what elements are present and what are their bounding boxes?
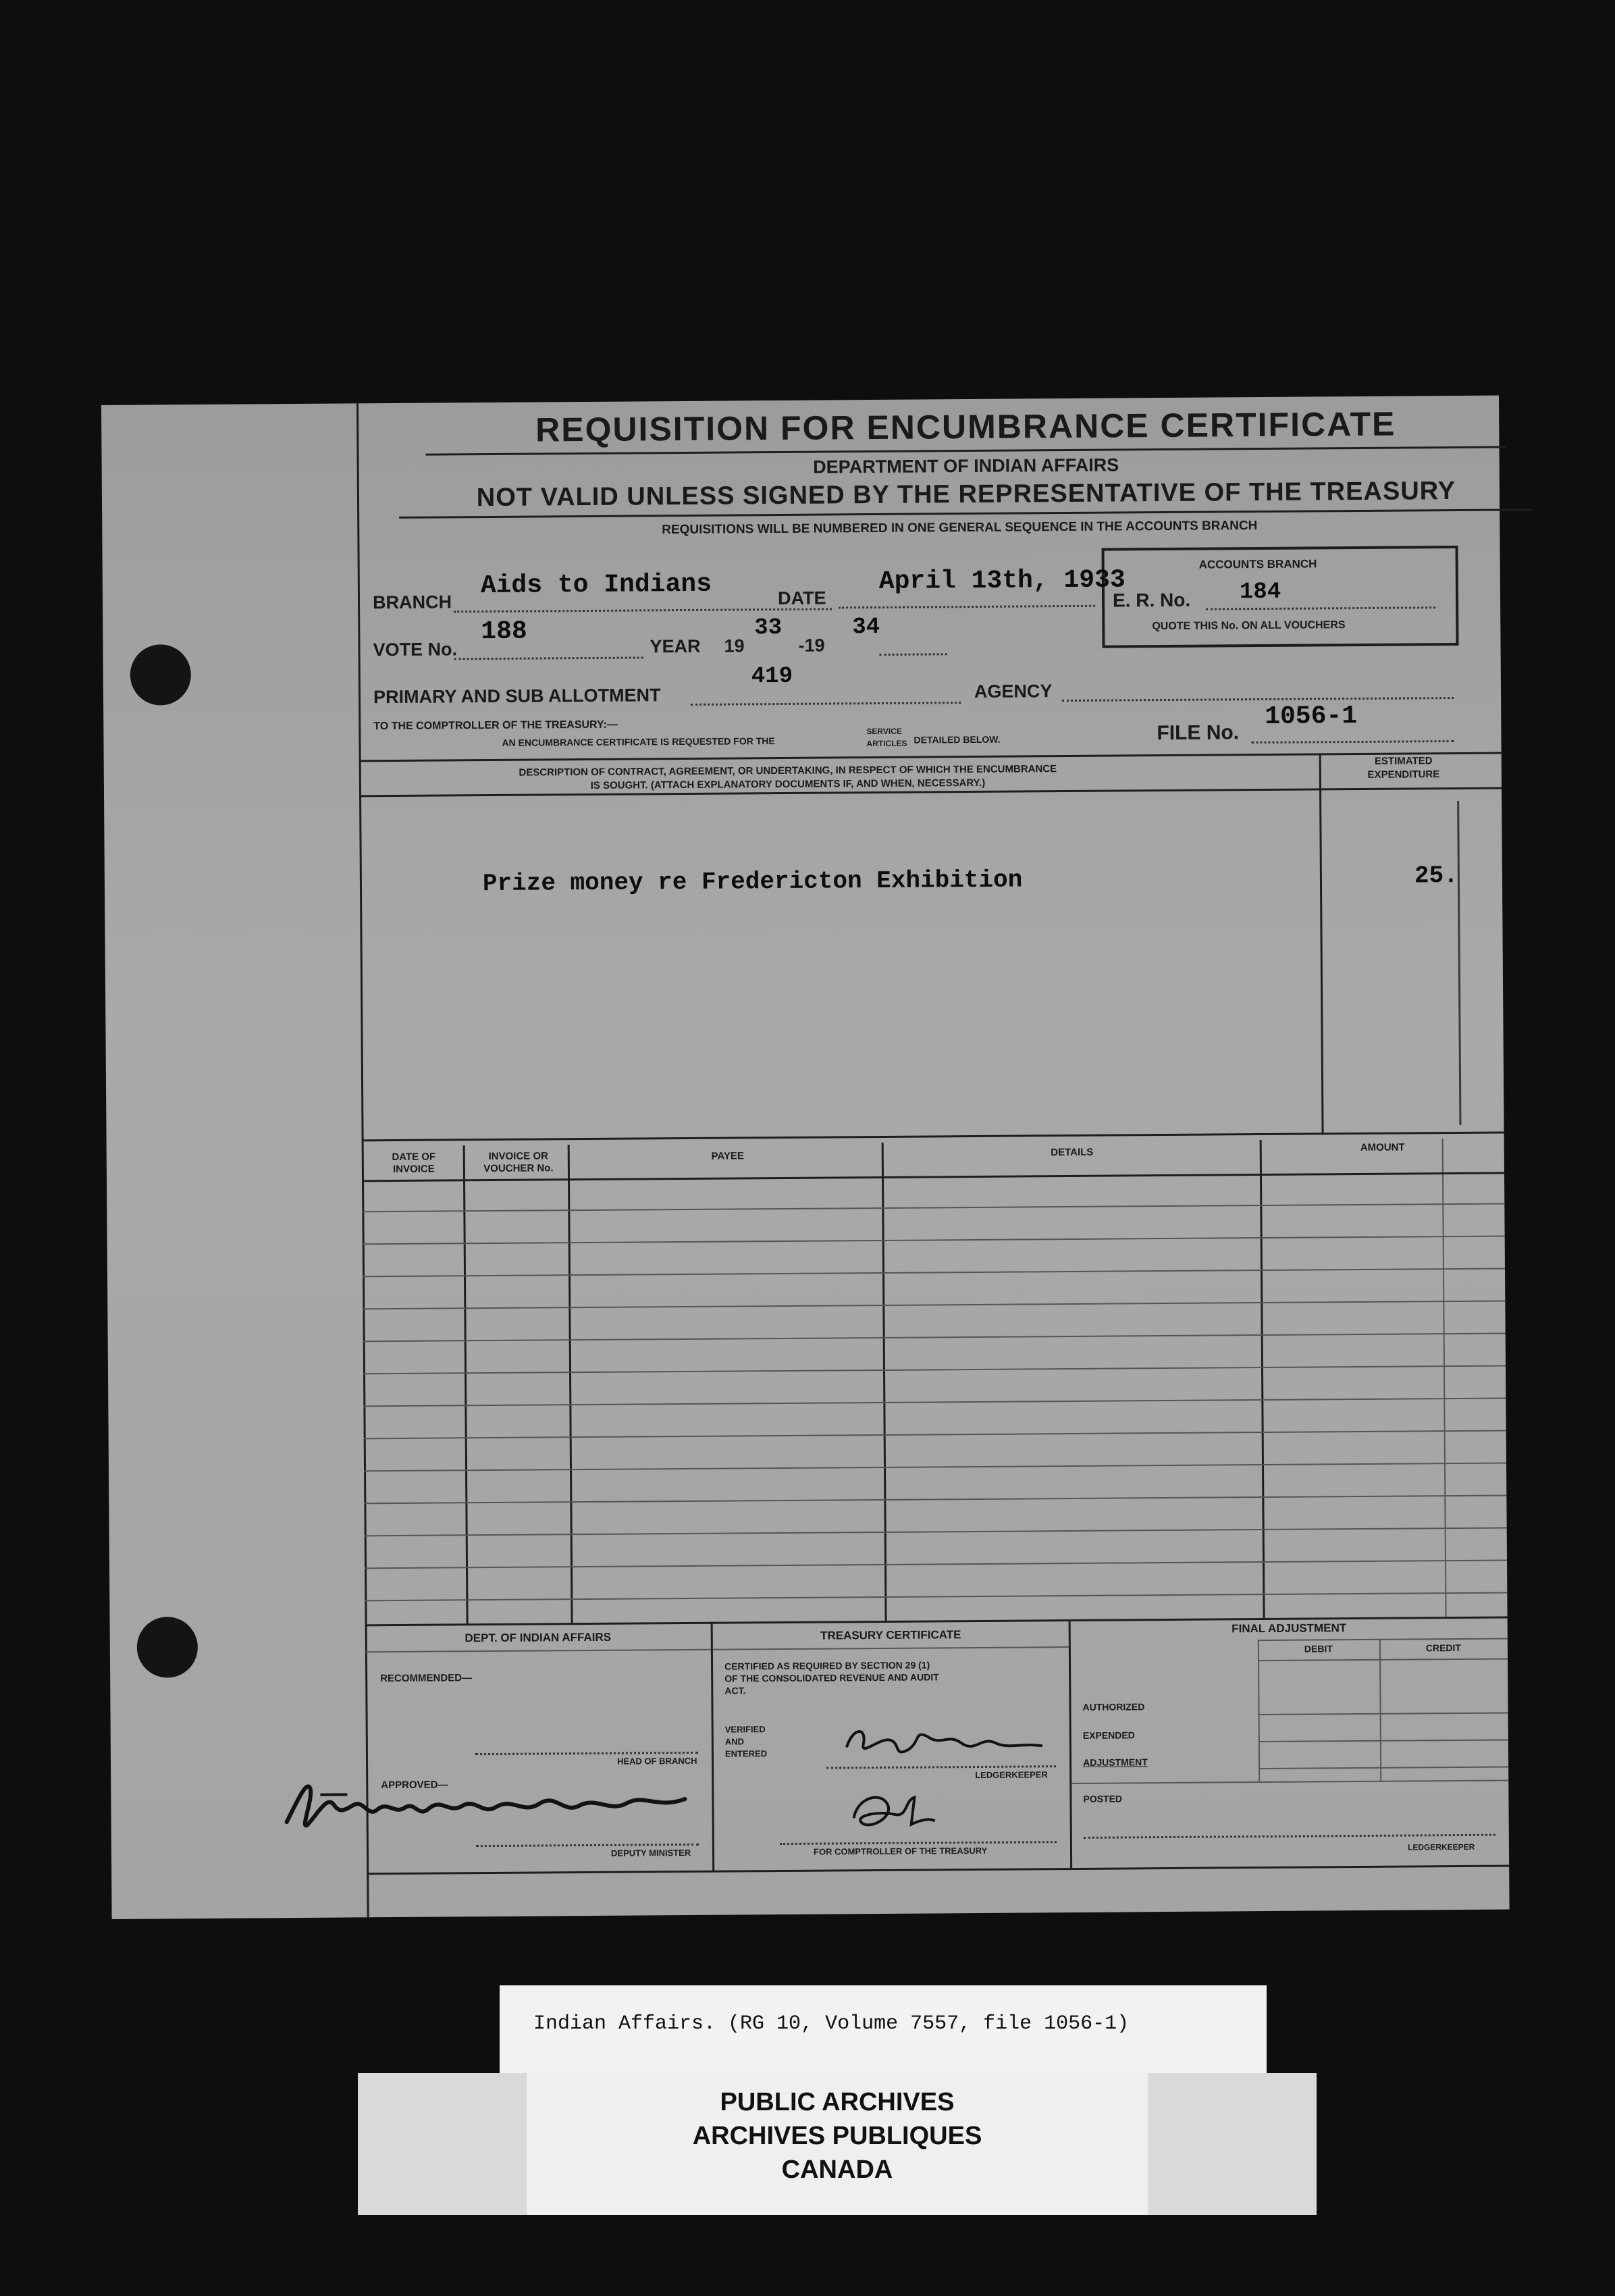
table-row-rule (363, 1268, 1505, 1278)
cents-divider (1457, 801, 1461, 1125)
requisition-form-sheet (101, 396, 1510, 1919)
form-title: REQUISITION FOR ENCUMBRANCE CERTIFICATE (535, 405, 1396, 449)
stamp-line-2: ARCHIVES PUBLIQUES (692, 2122, 982, 2150)
ledgerkeeper-signature (840, 1715, 1056, 1764)
table-column-rule (1442, 1139, 1447, 1618)
archive-reference: Indian Affairs. (RG 10, Volume 7557, file 1056-1) (533, 2012, 1130, 2035)
table-header-rule (362, 1172, 1504, 1182)
table-row-rule (365, 1560, 1507, 1569)
accounts-branch-box (1102, 546, 1459, 648)
department-name: DEPARTMENT OF INDIAN AFFAIRS (813, 454, 1119, 477)
debit-label: DEBIT (1304, 1643, 1333, 1654)
table-row-rule (362, 1203, 1504, 1213)
table-column-rule (1260, 1140, 1265, 1619)
table-column-rule (463, 1145, 469, 1625)
estimated-value: 25. (1414, 861, 1458, 890)
archive-stamp (358, 2073, 1317, 2215)
table-row-rule (363, 1333, 1506, 1342)
table-row-rule (364, 1430, 1506, 1440)
approved-label: APPROVED— (381, 1779, 448, 1792)
certified-line-1: CERTIFIED AS REQUIRED BY SECTION 29 (1) (724, 1659, 930, 1672)
branch-label: BRANCH (372, 592, 452, 613)
dept-indian-affairs: DEPT. OF INDIAN AFFAIRS (465, 1630, 612, 1645)
final-adjustment-label: FINAL ADJUSTMENT (1232, 1621, 1347, 1636)
verified-label-1: VERIFIED (724, 1724, 766, 1735)
estimated-header-2: EXPENDITURE (1367, 768, 1440, 781)
detailed-below: DETAILED BELOW. (914, 733, 1001, 746)
ledgerkeeper-label-2: LEDGERKEEPER (1407, 1842, 1475, 1852)
table-column-rule (882, 1143, 887, 1622)
treasury-certificate-label: TREASURY CERTIFICATE (820, 1628, 961, 1642)
table-row-rule (363, 1236, 1505, 1245)
year-label: YEAR (650, 635, 701, 657)
recommended-label: RECOMMENDED— (380, 1672, 473, 1685)
authorized-label: AUTHORIZED (1082, 1701, 1145, 1713)
comptroller-initials (840, 1783, 949, 1838)
comptroller-label: TO THE COMPTROLLER OF THE TREASURY:— (373, 719, 618, 733)
allotment-label: PRIMARY AND SUB ALLOTMENT (373, 685, 661, 708)
bottom-rule (367, 1864, 1509, 1875)
expended-label: EXPENDED (1082, 1729, 1135, 1741)
er-number-value: 184 (1239, 579, 1281, 606)
description-header-1: DESCRIPTION OF CONTRACT, AGREEMENT, OR UNDERTAKING, IN RESPECT OF WHICH THE ENCUMBRANCE (519, 763, 1057, 779)
verified-label-2: AND (724, 1736, 745, 1747)
adjustment-label: ADJUSTMENT (1083, 1756, 1148, 1768)
table-row-rule (363, 1398, 1506, 1407)
year-value-1: 33 (754, 615, 783, 642)
articles-word: ARTICLES (866, 738, 907, 749)
date-label: DATE (777, 588, 826, 609)
posted-label: POSTED (1083, 1793, 1123, 1804)
col-date-header-1: DATE OF (392, 1151, 436, 1164)
description-value: Prize money re Fredericton Exhibition (482, 866, 1023, 898)
approved-signature (280, 1765, 699, 1842)
col-details-header: DETAILS (1051, 1146, 1094, 1159)
credit-label: CREDIT (1425, 1642, 1462, 1654)
bottom-divider-2 (1069, 1619, 1073, 1869)
vote-value: 188 (481, 617, 527, 647)
year-separator: -19 (798, 635, 825, 656)
table-row-rule (363, 1365, 1506, 1375)
punched-hole-bottom (137, 1617, 198, 1678)
col-invoice-header-1: INVOICE OR (488, 1150, 549, 1163)
archive-reference-label (500, 1985, 1267, 2073)
service-word: SERVICE (866, 726, 902, 737)
ledgerkeeper-label: LEDGERKEEPER (975, 1769, 1048, 1781)
accounts-branch-label: ACCOUNTS BRANCH (1198, 557, 1317, 571)
file-number-label: FILE No. (1157, 721, 1240, 745)
table-row-rule (364, 1495, 1506, 1505)
col-amount-header: AMOUNT (1360, 1141, 1405, 1154)
col-date-header-2: INVOICE (393, 1163, 435, 1176)
validity-notice: NOT VALID UNLESS SIGNED BY THE REPRESENTATIVE OF THE TREASURY (476, 476, 1456, 513)
er-number-label: E. R. No. (1112, 589, 1191, 611)
verified-label-3: ENTERED (724, 1748, 768, 1759)
description-top-rule (359, 752, 1502, 762)
year-prefix: 19 (724, 635, 745, 656)
vote-label: VOTE No. (373, 639, 458, 660)
branch-value: Aids to Indians (480, 569, 712, 601)
estimated-header-1: ESTIMATED (1374, 755, 1433, 767)
table-row-rule (363, 1301, 1505, 1310)
stamp-line-3: CANADA (781, 2156, 893, 2184)
allotment-value: 419 (751, 663, 793, 690)
agency-label: AGENCY (974, 681, 1053, 702)
estimated-divider (1319, 753, 1324, 1134)
table-row-rule (364, 1463, 1506, 1472)
bottom-divider-1 (711, 1622, 715, 1872)
date-value: April 13th, 1933 (878, 565, 1126, 596)
description-header-2: IS SOUGHT. (ATTACH EXPLANATORY DOCUMENTS IF, AND WHEN, NECESSARY.) (590, 777, 986, 791)
table-column-rule (568, 1145, 573, 1624)
punched-hole-top (130, 644, 191, 706)
file-number-value: 1056-1 (1265, 702, 1358, 731)
table-row-rule (365, 1528, 1507, 1537)
col-payee-header: PAYEE (711, 1150, 745, 1162)
deputy-minister-label: DEPUTY MINISTER (610, 1847, 691, 1858)
table-row-rule (365, 1592, 1507, 1602)
year-value-2: 34 (852, 614, 880, 641)
certified-line-2: OF THE CONSOLIDATED REVENUE AND AUDIT (724, 1671, 939, 1684)
for-comptroller-label: FOR COMPTROLLER OF THE TREASURY (813, 1845, 988, 1857)
certificate-request: AN ENCUMBRANCE CERTIFICATE IS REQUESTED FOR THE (502, 735, 775, 748)
head-of-branch-label: HEAD OF BRANCH (616, 1755, 697, 1767)
col-invoice-header-2: VOUCHER No. (483, 1162, 554, 1175)
numbering-notice: REQUISITIONS WILL BE NUMBERED IN ONE GENERAL SEQUENCE IN THE ACCOUNTS BRANCH (662, 519, 1258, 538)
stamp-line-1: PUBLIC ARCHIVES (720, 2088, 955, 2116)
quote-number-note: QUOTE THIS No. ON ALL VOUCHERS (1152, 619, 1346, 633)
invoice-table (362, 1139, 1508, 1626)
certified-line-3: ACT. (724, 1685, 746, 1696)
